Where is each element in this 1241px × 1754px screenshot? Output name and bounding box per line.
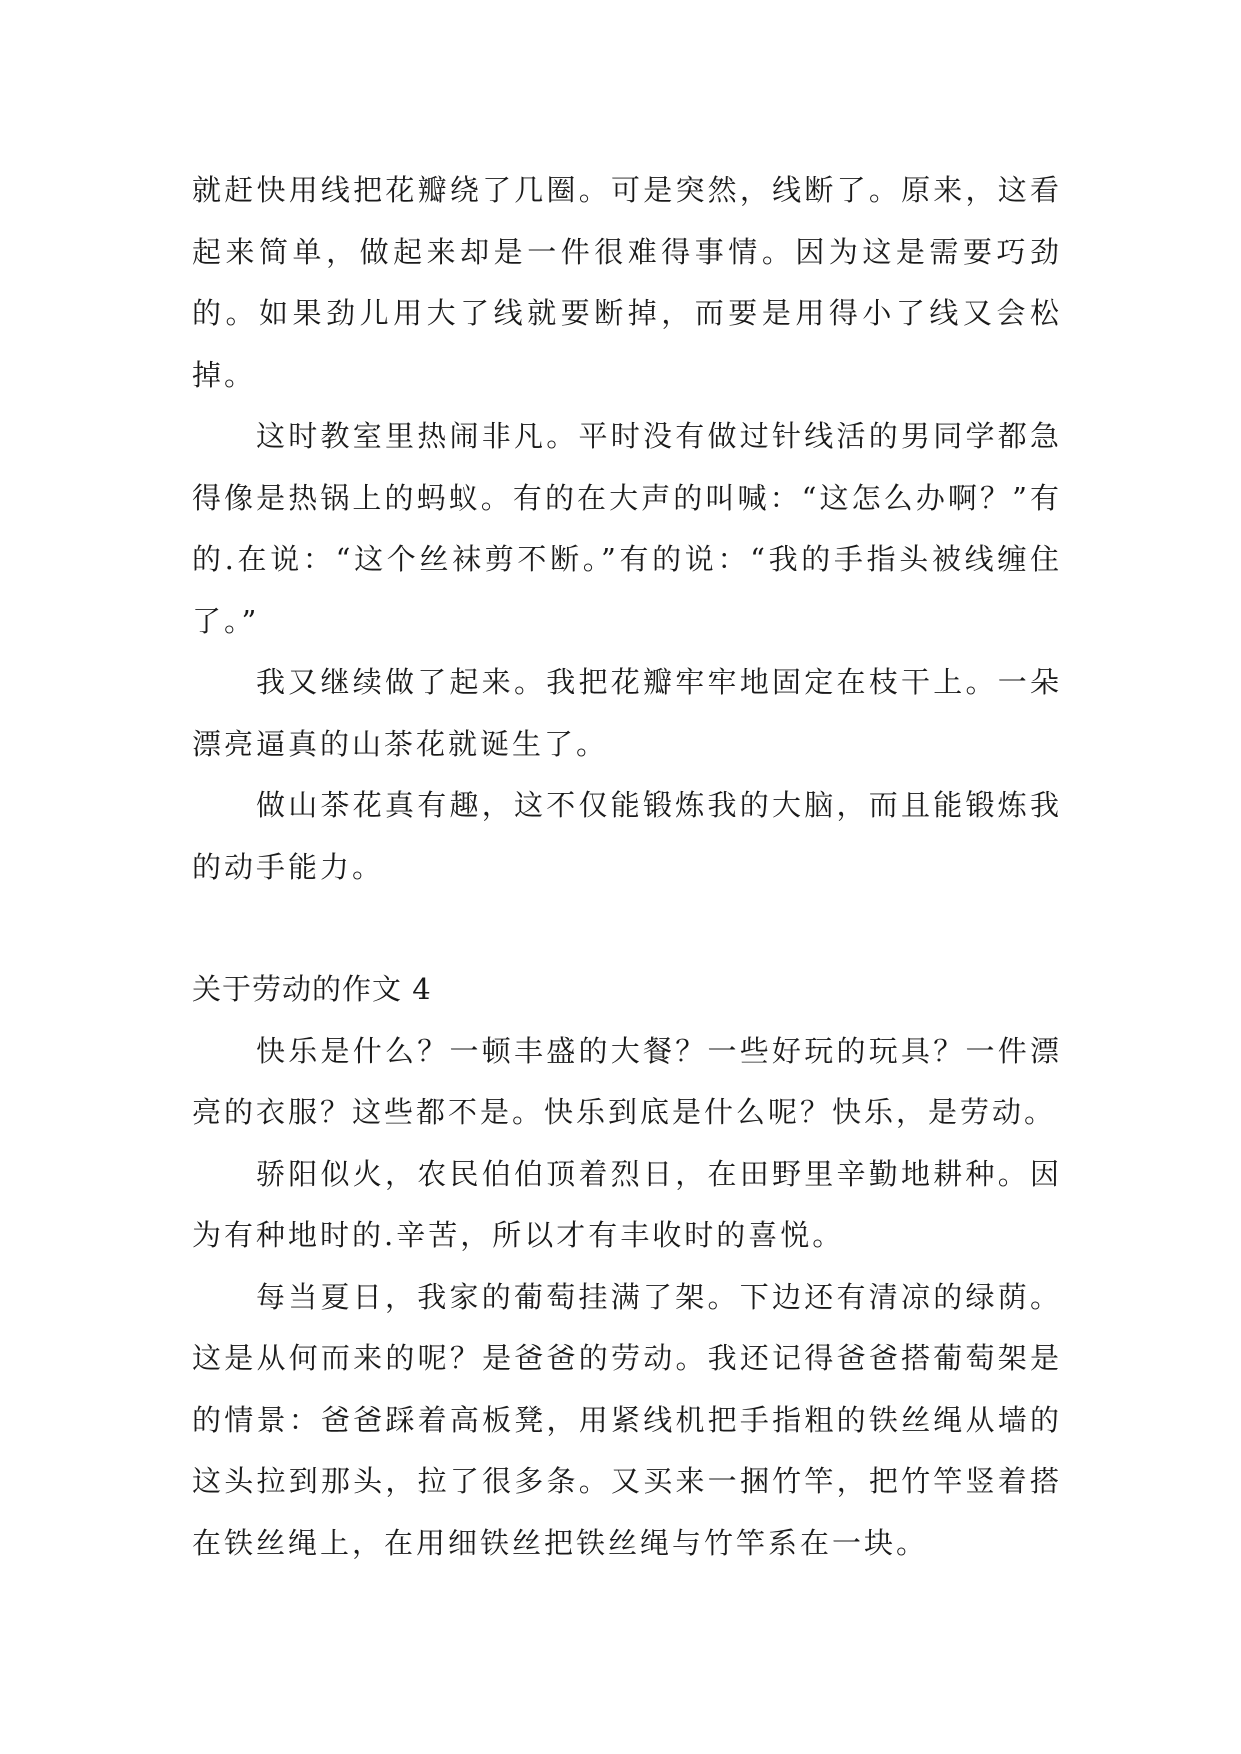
document-body: [192, 160, 1062, 1574]
paragraph: 我又继续做了起来。我把花瓣牢牢地固定在枝干上。一朵漂亮逼真的山茶花就诞生了。: [192, 665, 1062, 761]
paragraph: 就赶快用线把花瓣绕了几圈。可是突然，线断了。原来，这看起来简单，做起来却是一件很难得事情。因为这是需要巧劲的。如果劲儿用大了线就要断掉，而要是用得小了线又会松掉。: [192, 173, 1062, 392]
section-title: 关于劳动的作文 4: [192, 972, 432, 1006]
paragraph: 每当夏日，我家的葡萄挂满了架。下边还有清凉的绿荫。这是从何而来的呢？是爸爸的劳动。我还记得爸爸搭葡萄架是的情景：爸爸踩着高板凳，用紧线机把手指粗的铁丝绳从墙的这头拉到那头，拉了很多条。又买来一捆竹竿，把竹竿竖着搭在铁丝绳上，在用细铁丝把铁丝绳与竹竿系在一块。: [192, 1279, 1062, 1560]
paragraph: 快乐是什么？一顿丰盛的大餐？一些好玩的玩具？一件漂亮的衣服？这些都不是。快乐到底是什么呢？快乐，是劳动。: [192, 1033, 1062, 1129]
paragraph: 骄阳似火，农民伯伯顶着烈日，在田野里辛勤地耕种。因为有种地时的.辛苦，所以才有丰收时的喜悦。: [192, 1156, 1062, 1252]
paragraph: 做山茶花真有趣，这不仅能锻炼我的大脑，而且能锻炼我的动手能力。: [192, 788, 1062, 884]
paragraph: 这时教室里热闹非凡。平时没有做过针线活的男同学都急得像是热锅上的蚂蚁。有的在大声的叫喊：“这怎么办啊？”有的.在说：“这个丝袜剪不断。”有的说：“我的手指头被线缠住了。”: [192, 419, 1062, 638]
